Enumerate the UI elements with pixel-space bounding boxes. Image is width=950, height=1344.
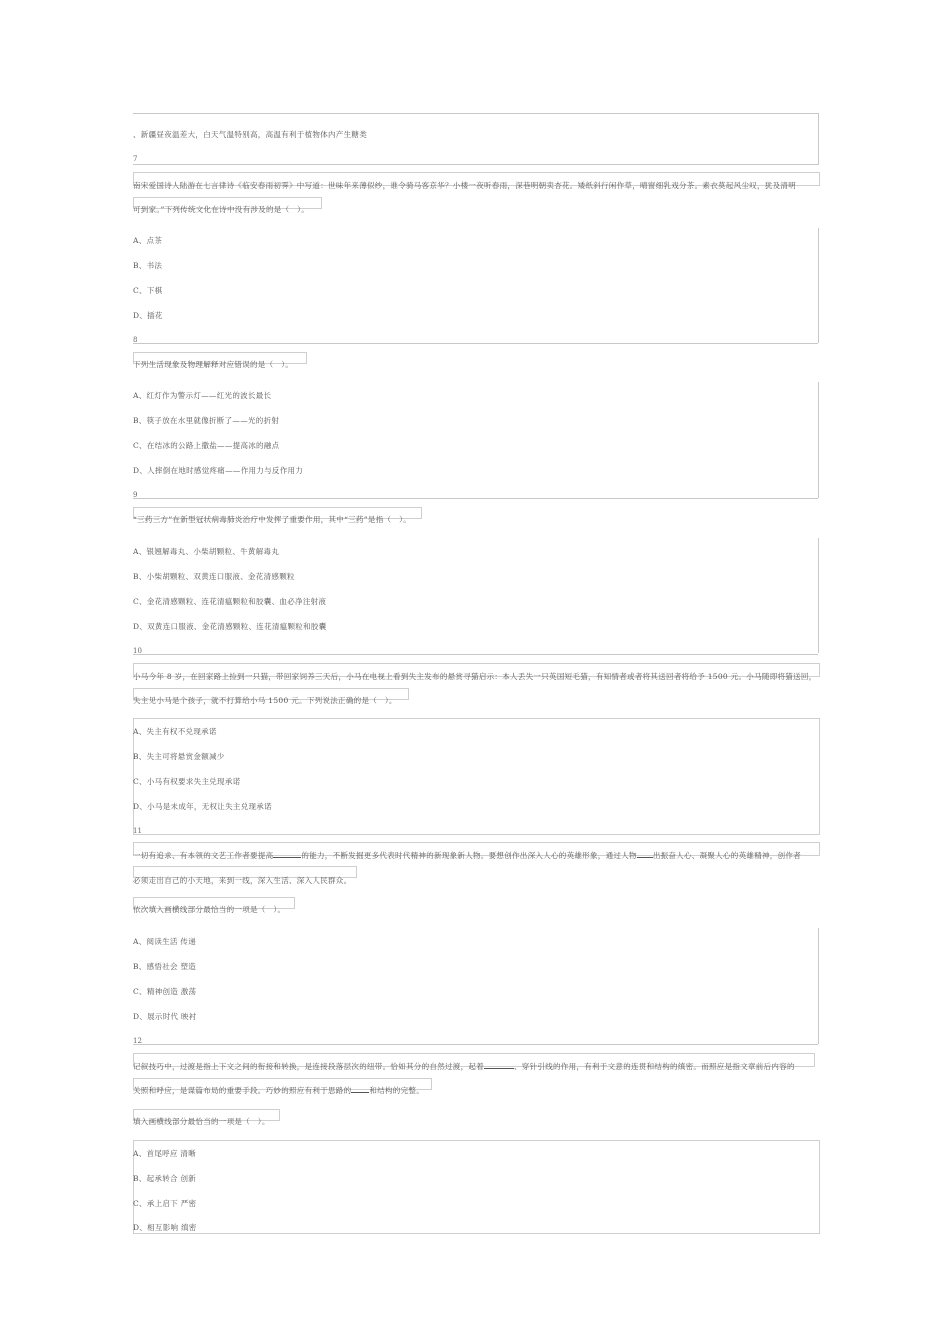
- option[interactable]: D、插花: [133, 311, 163, 320]
- stem-text: 、穿针引线的作用，有利于文意的连贯和结构的缜密。而照应是指文章前后内容的: [514, 1062, 795, 1071]
- divider: [133, 113, 818, 114]
- option[interactable]: C、在结冰的公路上撒盐——提高冰的融点: [133, 441, 280, 450]
- divider: [818, 382, 819, 498]
- option[interactable]: B、失主可将悬赏金额减少: [133, 752, 225, 761]
- divider: [133, 1044, 818, 1045]
- fill-blank: [484, 1068, 514, 1069]
- divider: [133, 164, 818, 165]
- stem-text: 一切有追求、有本领的文艺工作者要提高: [133, 851, 274, 860]
- option[interactable]: B、书法: [133, 261, 163, 270]
- fill-blank: [273, 857, 301, 858]
- question-number: 8: [133, 336, 138, 344]
- intro-text: 、新疆昼夜温差大，白天气温特别高，高温有利于植物体内产生糖类: [133, 130, 367, 139]
- question-stem: [133, 1086, 424, 1096]
- question-stem: [133, 1062, 795, 1072]
- question-stem: “三药三方”在新型冠状病毒肺炎治疗中发挥了重要作用，其中“三药”是指（ ）。: [133, 515, 411, 524]
- question-stem: 填入画横线部分最恰当的一项是（ ）。: [133, 1117, 270, 1126]
- question-stem: 可到家。”下列传统文化在诗中没有涉及的是（ ）。: [133, 205, 310, 214]
- stem-text: 的能力，不断发掘更多代表时代精神的新现象新人物。要想创作出深入人心的英雄形象，通过人物: [301, 851, 637, 860]
- option[interactable]: B、筷子放在水里就像折断了——光的折射: [133, 416, 280, 425]
- options-frame: [133, 1140, 820, 1234]
- question-stem: [133, 851, 801, 861]
- option[interactable]: D、人摔倒在地时感觉疼痛——作用力与反作用力: [133, 466, 304, 475]
- option[interactable]: A、首尾呼应 清晰: [133, 1149, 196, 1158]
- option[interactable]: C、金花清感颗粒、连花清瘟颗粒和胶囊、血必净注射液: [133, 597, 327, 606]
- option[interactable]: B、感悟社会 塑造: [133, 962, 197, 971]
- question-stem: 下列生活现象及物理解释对应错误的是（ ）。: [133, 360, 294, 369]
- fill-blank: [637, 857, 653, 858]
- divider: [818, 113, 819, 165]
- divider: [133, 498, 818, 499]
- question-number: 9: [133, 491, 138, 499]
- option[interactable]: D、小马是未成年，无权让失主兑现承诺: [133, 802, 272, 811]
- question-number: 12: [133, 1037, 142, 1045]
- question-number: 7: [133, 155, 138, 163]
- option[interactable]: A、阅读生活 传递: [133, 937, 196, 946]
- fill-blank: [351, 1092, 369, 1093]
- option[interactable]: A、银翘解毒丸、小柴胡颗粒、牛黄解毒丸: [133, 547, 280, 556]
- stem-text: 和结构的完整。: [369, 1086, 425, 1095]
- question-stem: 南宋爱国诗人陆游在七言律诗《临安春雨初霁》中写道：世味年来薄似纱，谁令骑马客京华？小楼一夜听春雨，深巷明朝卖杏花。矮纸斜行闲作草，晴窗细乳戏分茶。素衣莫起风尘叹，犹及清明: [133, 181, 796, 190]
- option[interactable]: B、起承转合 创新: [133, 1174, 197, 1183]
- divider: [133, 343, 818, 344]
- option[interactable]: A、点茶: [133, 236, 163, 245]
- divider: [818, 228, 819, 343]
- option[interactable]: C、承上启下 严密: [133, 1199, 197, 1208]
- option[interactable]: A、红灯作为警示灯——红光的波长最长: [133, 391, 272, 400]
- option[interactable]: D、相互影响 缜密: [133, 1223, 197, 1232]
- divider: [133, 654, 818, 655]
- stem-text: 出振奋人心、凝聚人心的英雄精神，创作者: [652, 851, 802, 860]
- divider: [818, 538, 819, 653]
- option[interactable]: D、双黄连口服液、金花清感颗粒、连花清瘟颗粒和胶囊: [133, 622, 327, 631]
- option[interactable]: D、展示时代 映衬: [133, 1012, 197, 1021]
- stem-text: 关照和呼应，是谋篇布局的重要手段。巧妙的照应有利于思路的: [133, 1086, 352, 1095]
- stem-text: 记叙技巧中，过渡是指上下文之间的衔接和转换，是连接段落层次的纽带。恰如其分的自然过渡，起着: [133, 1062, 484, 1071]
- option[interactable]: C、小马有权要求失主兑现承诺: [133, 777, 241, 786]
- question-number: 10: [133, 647, 142, 655]
- question-stem: 小马今年 8 岁，在回家路上捡到一只猫，带回家饲养三天后，小马在电视上看到失主发布的悬赏寻猫启示：本人丢失一只英国短毛猫，有知情者或者将其送回者将给予 1500 元。小马随即将猫送回，: [133, 672, 817, 681]
- question-stem: 依次填入画横线部分最恰当的一项是（ ）。: [133, 905, 286, 914]
- divider: [818, 928, 819, 1044]
- question-stem: 必须走出自己的小天地，来到一线，深入生活、深入人民群众。: [133, 876, 352, 885]
- question-stem: 失主见小马是个孩子，就不打算给小马 1500 元。下列说法正确的是（ ）。: [133, 696, 397, 705]
- question-number: 11: [133, 827, 142, 835]
- option[interactable]: C、下棋: [133, 286, 163, 295]
- option[interactable]: B、小柴胡颗粒、双黄连口服液、金花清感颗粒: [133, 572, 295, 581]
- option[interactable]: A、失主有权不兑现承诺: [133, 727, 217, 736]
- option[interactable]: C、精神创造 激荡: [133, 987, 197, 996]
